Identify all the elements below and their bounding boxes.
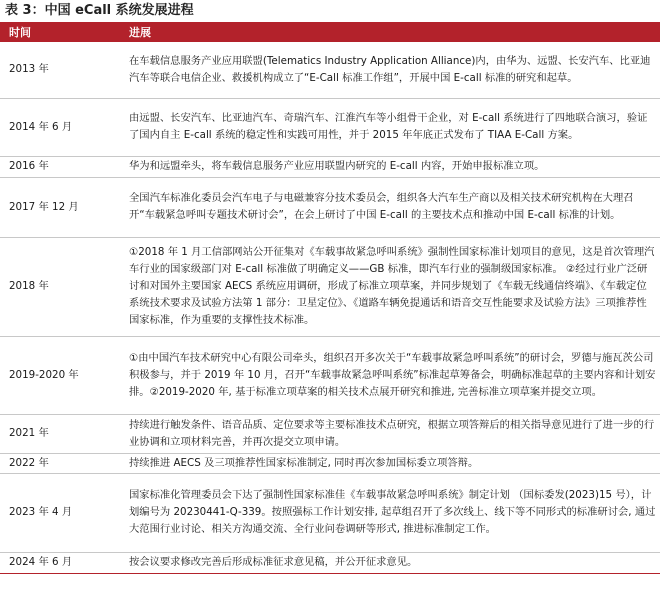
- ecall-progress-table: [0, 22, 660, 574]
- row-time: 2017 年 12 月: [0, 177, 120, 237]
- row-progress: 华为和远盟牵头，将车载信息服务产业应用联盟内研究的 E-call 内容，开始申报标准立项。: [120, 156, 660, 177]
- row-progress: 全国汽车标准化委员会汽车电子与电磁兼容分技术委员会，组织各大汽车生产商以及相关技术研究机构在大理召开“车载紧急呼叫专题技术研讨会”，在会上研讨了中国 E-call 的主要技术点和推动中国 E-call 标准的计划。: [120, 177, 660, 237]
- table-row: [0, 453, 660, 473]
- table-row: [0, 177, 660, 237]
- header-progress: 进展: [120, 22, 660, 42]
- row-time: 2013 年: [0, 42, 120, 98]
- row-progress: 国家标准化管理委员会下达了强制性国家标准佳《车载事故紧急呼叫系统》制定计划 （国标委发(2023)15 号），计划编号为 20230441-Q-339。按照强标工作计划安排, 起草组召开了多次线上、线下等不同形式的标准研讨会, 通过大范围行业讨论、相关方沟通交流、全行业问卷调研等形式, 推进标准制定工作。: [120, 473, 660, 552]
- table-row: [0, 237, 660, 336]
- row-time: 2016 年: [0, 156, 120, 177]
- table-row: [0, 414, 660, 453]
- table-caption: 表 3：中国 eCall 系统发展进程: [5, 3, 194, 18]
- row-progress: ①2018 年 1 月工信部网站公开征集对《车载事故紧急呼叫系统》强制性国家标准计划项目的意见，这是首次管理汽车行业的国家级部门对 E-call 标准做了明确定义——GB 标准，即汽车行业的强制级国家标准。 ②经过行业广泛研讨和对国外主要国家 AECS 系统应用调研，形成了标准立项草案，并同步规划了《车载无线通信终端》、《车载定位系统技术要求及试验方法第 1 部分：卫星定位》、《道路车辆免提通话和语音交互性能要求及试验方法》三项推荐性国家标准，作为重要的支撑性技术标准。: [120, 237, 660, 336]
- table-header-row: [0, 22, 660, 42]
- row-progress: 按会议要求修改完善后形成标准征求意见稿，并公开征求意见。: [120, 552, 660, 573]
- row-progress: 持续推进 AECS 及三项推荐性国家标准制定, 同时再次参加国标委立项答辩。: [120, 453, 660, 473]
- table-row: [0, 42, 660, 98]
- row-time: 2019-2020 年: [0, 336, 120, 414]
- table-row: [0, 156, 660, 177]
- row-time: 2021 年: [0, 414, 120, 453]
- table-row: [0, 552, 660, 573]
- table-row: [0, 98, 660, 156]
- row-time: 2014 年 6 月: [0, 98, 120, 156]
- row-time: 2018 年: [0, 237, 120, 336]
- table-row: [0, 473, 660, 552]
- row-progress: 在车载信息服务产业应用联盟(Telematics Industry Application Alliance)内，由华为、远盟、长安汽车、比亚迪汽车等联合电信企业、救援机构成立了“E-Call 标准工作组”，开展中国 E-call 标准的研究和起草。: [120, 42, 660, 98]
- row-progress: 持续进行触发条件、语音品质、定位要求等主要标准技术点研究，根据立项答辩后的相关指导意见进行了进一步的行业协调和立项材料完善，并再次提交立项申请。: [120, 414, 660, 453]
- header-time: 时间: [0, 22, 120, 42]
- row-time: 2022 年: [0, 453, 120, 473]
- row-time: 2023 年 4 月: [0, 473, 120, 552]
- row-time: 2024 年 6 月: [0, 552, 120, 573]
- table-row: [0, 336, 660, 414]
- row-progress: 由远盟、长安汽车、比亚迪汽车、奇瑞汽车、江淮汽车等小组骨干企业，对 E-call 系统进行了四地联合演习，验证了国内自主 E-call 系统的稳定性和实践可用性，并于 2015 年年底正式发布了 TIAA E-Call 方案。: [120, 98, 660, 156]
- row-progress: ①由中国汽车技术研究中心有限公司牵头，组织召开多次关于“车载事故紧急呼叫系统”的研讨会，罗德与施瓦茨公司积极参与，并于 2019 年 10 月，召开“车载事故紧急呼叫系统”标准起草筹备会，明确标准起草的主要内容和计划安排。②2019-2020 年, 基于标准立项草案的相关技术点展开研究和推进, 完善标准立项草案并提交立项。: [120, 336, 660, 414]
